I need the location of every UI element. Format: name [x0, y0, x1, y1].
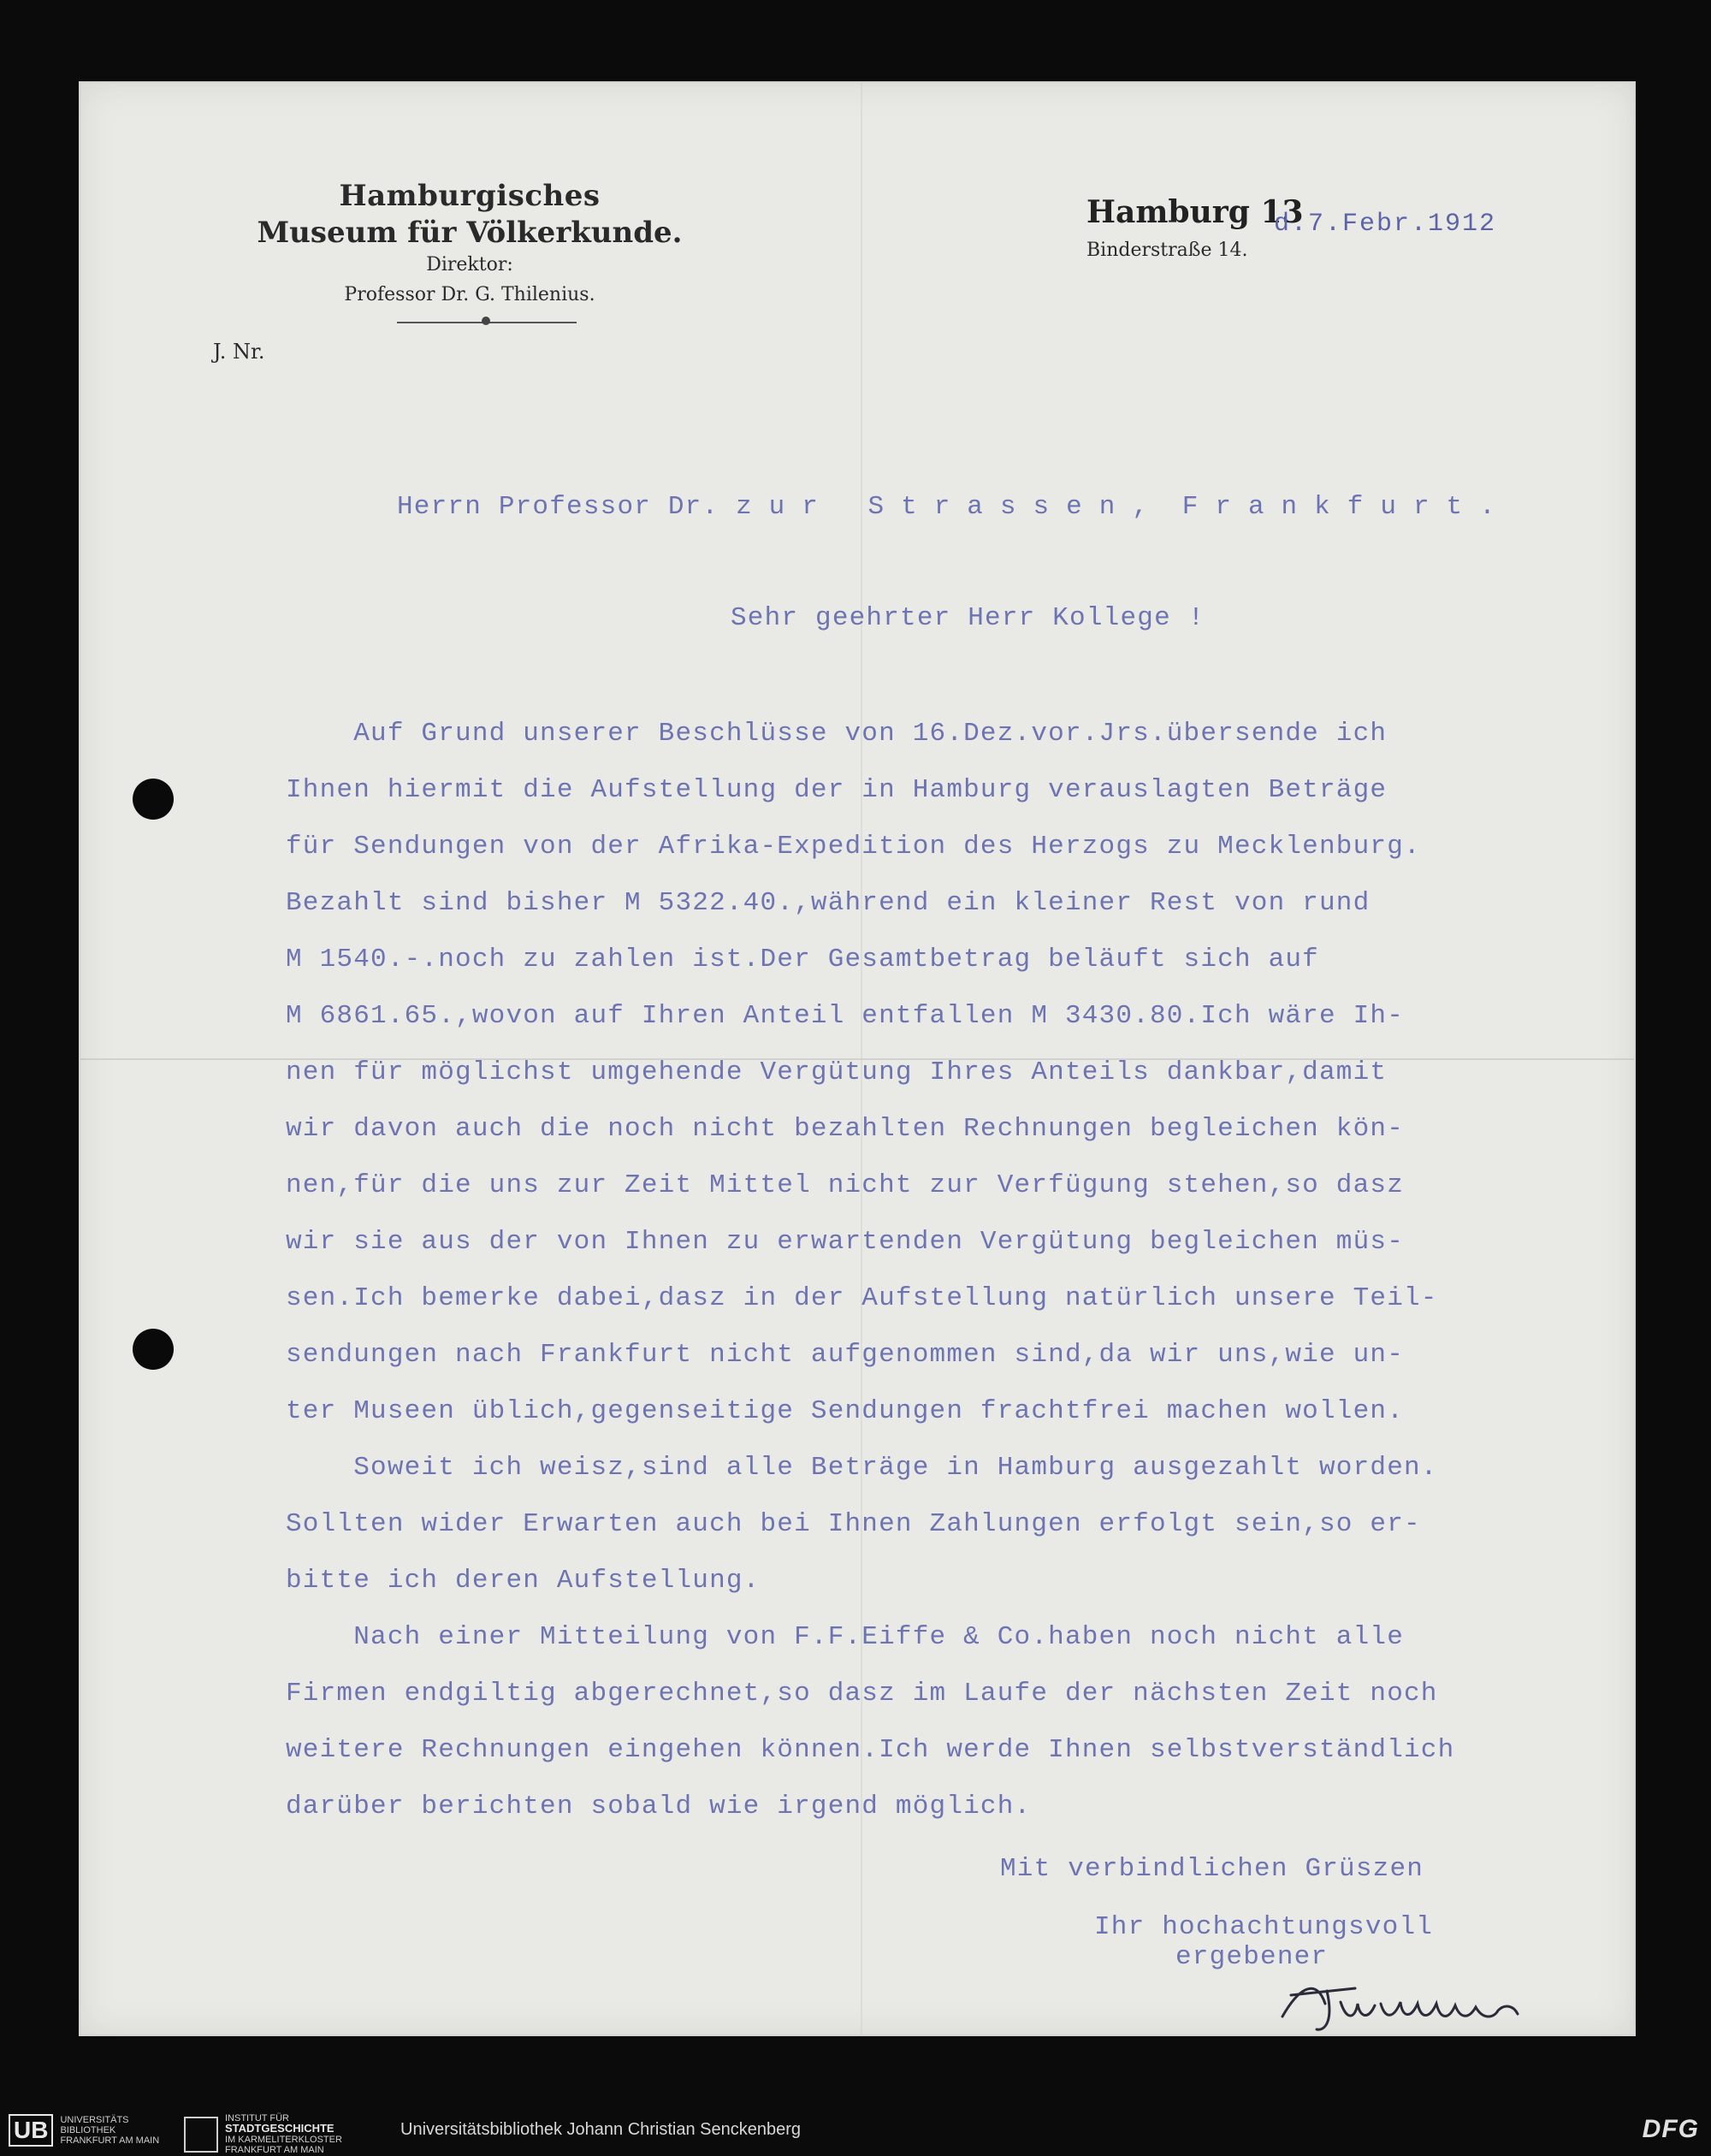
body-line: ter Museen üblich,gegenseitige Sendungen frachtfrei machen wollen. — [286, 1396, 1404, 1426]
isg-logo — [184, 2113, 342, 2155]
body-line: Nach einer Mitteilung von F.F.Eiffe & Co.haben noch nicht alle — [286, 1622, 1404, 1652]
body-line: Sollten wider Erwarten auch bei Ihnen Zahlungen erfolgt sein,so er- — [286, 1509, 1421, 1539]
body-line: M 6861.65.,wovon auf Ihren Anteil entfallen M 3430.80.Ich wäre Ih- — [286, 1001, 1404, 1031]
digitization-footer — [0, 2105, 1711, 2156]
body-line: M 1540.-.noch zu zahlen ist.Der Gesamtbetrag beläuft sich auf — [286, 945, 1319, 974]
body-line: Soweit ich weisz,sind alle Beträge in Hamburg ausgezahlt worden. — [286, 1453, 1438, 1483]
isg-text-1: INSTITUT FÜR — [225, 2113, 289, 2123]
body-line: darüber berichten sobald wie irgend möglich. — [286, 1792, 1032, 1821]
isg-text — [225, 2113, 342, 2155]
library-name: Universitätsbibliothek Johann Christian Senckenberg — [400, 2120, 802, 2139]
letterhead-director-label: Direktor: — [426, 254, 513, 275]
recipient-name: zur Strassen, — [736, 492, 1165, 522]
salutation: Sehr geehrter Herr Kollege ! — [731, 603, 1205, 633]
body-line: nen für möglichst umgehende Vergütung Ihres Anteils dankbar,damit — [286, 1057, 1388, 1087]
letterhead-museum: Museum für Völkerkunde. — [257, 216, 683, 250]
closing-regards: Ihr hochachtungsvoll — [1094, 1912, 1434, 1942]
letterhead-divider-ornament — [482, 317, 490, 325]
letterhead-director-name: Professor Dr. G. Thilenius. — [344, 284, 595, 305]
recipient-prefix: Herrn Professor Dr. — [397, 492, 719, 522]
body-line: Auf Grund unserer Beschlüsse von 16.Dez.vor.Jrs.übersende ich — [286, 719, 1388, 749]
body-line: sen.Ich bemerke dabei,dasz in der Aufstellung natürlich unsere Teil- — [286, 1283, 1438, 1313]
dfg-logo: DFG — [1642, 2115, 1699, 2143]
body-line: Firmen endgiltig abgerechnet,so dasz im Laufe der nächsten Zeit noch — [286, 1679, 1438, 1709]
ub-text-3: FRANKFURT AM MAIN — [60, 2135, 160, 2146]
closing-ergebener: ergebener — [1175, 1942, 1329, 1972]
body-line: sendungen nach Frankfurt nicht aufgenommen sind,da wir uns,wie un- — [286, 1340, 1404, 1370]
ub-text-2: BIBLIOTHEK — [60, 2125, 116, 2135]
letterhead-institution: Hamburgisches — [339, 179, 601, 213]
letterhead-street: Binderstraße 14. — [1086, 240, 1248, 261]
body-line: wir davon auch die noch nicht bezahlten Rechnungen begleichen kön- — [286, 1114, 1404, 1144]
closing-greeting: Mit verbindlichen Grüszen — [1000, 1854, 1424, 1884]
recipient-address — [397, 492, 1513, 522]
body-line: nen,für die uns zur Zeit Mittel nicht zur Verfügung stehen,so dasz — [286, 1170, 1404, 1200]
ub-text — [60, 2115, 159, 2146]
isg-mark-icon — [184, 2117, 218, 2153]
journal-number-label: J. Nr. — [213, 340, 265, 364]
body-line: weitere Rechnungen eingehen können.Ich werde Ihnen selbstverständlich — [286, 1735, 1455, 1765]
body-line: bitte ich deren Aufstellung. — [286, 1566, 761, 1596]
body-line: Bezahlt sind bisher M 5322.40.,während ein kleiner Rest von rund — [286, 888, 1371, 918]
body-line: für Sendungen von der Afrika-Expedition des Herzogs zu Mecklenburg. — [286, 832, 1421, 862]
body-line: wir sie aus der von Ihnen zu erwartenden Vergütung begleichen müs- — [286, 1227, 1404, 1257]
letter-date: d.7.Febr.1912 — [1274, 210, 1497, 239]
isg-text-2: STADTGESCHICHTE — [225, 2122, 335, 2135]
isg-text-3: IM KARMELITERKLOSTER — [225, 2135, 342, 2145]
punch-hole-lower — [133, 1329, 174, 1370]
punch-hole-upper — [133, 779, 174, 820]
letter-page — [79, 81, 1636, 2036]
letterhead-city: Hamburg 13 — [1086, 194, 1304, 230]
isg-text-4: FRANKFURT AM MAIN — [225, 2145, 324, 2155]
handwritten-signature — [1274, 1969, 1556, 2038]
ub-mark: UB — [9, 2114, 53, 2147]
ub-text-1: UNIVERSITÄTS — [60, 2115, 129, 2125]
body-line: Ihnen hiermit die Aufstellung der in Hamburg verauslagten Beträge — [286, 775, 1388, 805]
ub-logo — [9, 2113, 159, 2147]
recipient-place: Frankfurt. — [1181, 492, 1513, 522]
